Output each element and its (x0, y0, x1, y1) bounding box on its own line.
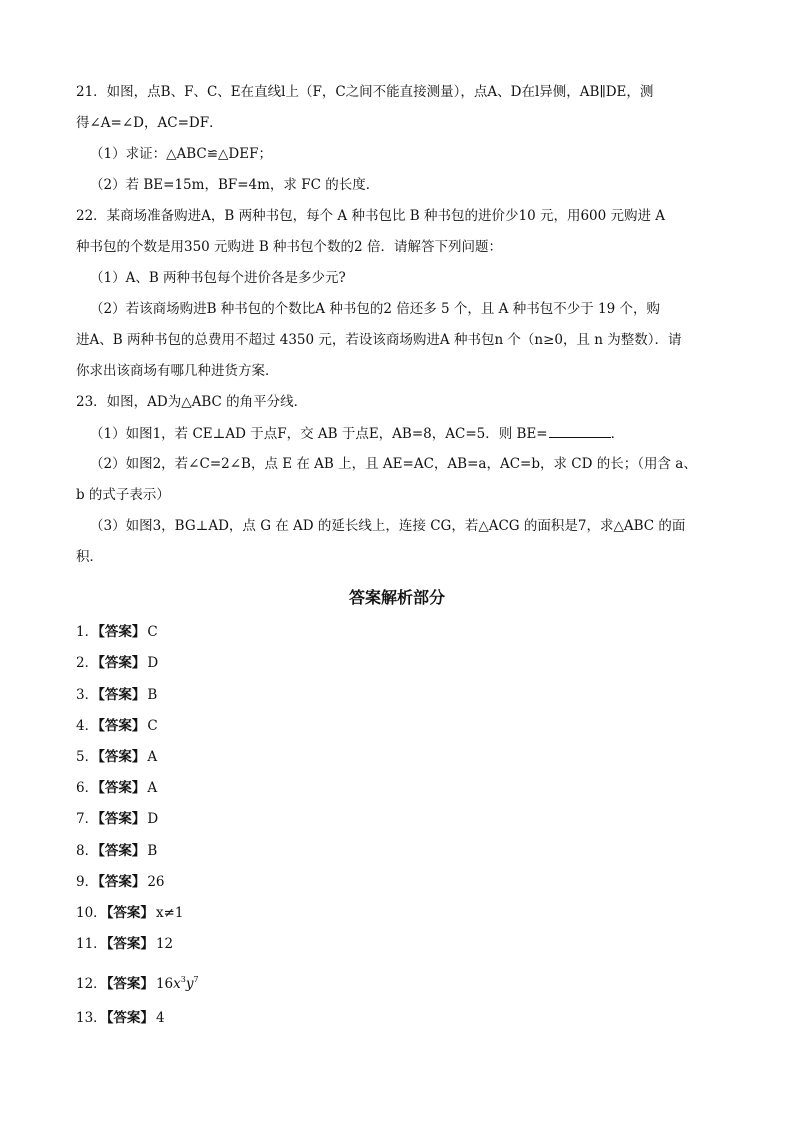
q22-part2-line1: （2）若该商场购进B 种书包的个数比A 种书包的2 倍还多 5 个，且 A 种书包不少于 19 个，购 (90, 301, 660, 317)
q21-part1: （1）求证：△ABC≌△DEF； (90, 146, 272, 162)
answer-item: 6．【答案】 A (76, 780, 158, 796)
q23-part1 (90, 423, 740, 444)
answer-item: 11．【答案】 12 (76, 936, 174, 952)
q21-line2: 得∠A=∠D，AC=DF． (76, 115, 223, 131)
answer-item: 1．【答案】 C (76, 624, 158, 640)
q23-line1: 23．如图，AD为△ABC 的角平分线． (76, 394, 308, 410)
q23-part3-line2: 积． (76, 549, 103, 565)
q23-part3-line1: （3）如图3，BG⊥AD，点 G 在 AD 的延长线上，连接 CG，若△ACG 的面积是7，求△ABC 的面 (90, 518, 686, 534)
q22-line2: 种书包的个数是用350 元购进 B 种书包个数的2 倍．请解答下列问题： (76, 239, 502, 255)
q22-line1: 22．某商场准备购进A，B 两种书包，每个 A 种书包比 B 种书包的进价少10 元，用600 元购进 A (76, 208, 666, 224)
q21-line1: 21．如图，点B、F、C、E在直线l上（F，C之间不能直接测量），点A、D在l异侧，AB∥DE，测 (76, 84, 654, 100)
q22-part2-line3: 你求出该商场有哪几种进货方案． (76, 363, 279, 379)
q23-part1-end: ． (610, 426, 625, 442)
q22-part1: （1）A、B 两种书包每个进价各是多少元? (90, 270, 346, 286)
answer-item: 10．【答案】 x≠1 (76, 905, 184, 921)
answer-blank (549, 423, 611, 438)
answer-item: 9．【答案】 26 (76, 874, 165, 890)
q21-part2: （2）若 BE=15m，BF=4m，求 FC 的长度． (90, 177, 380, 193)
answer-item: 12．【答案】 $16x^3y^7$ (76, 975, 199, 992)
q23-part1-text: （1）如图1，若 CE⊥AD 于点F，交 AB 于点E，AB=8，AC=5．则 BE= (90, 426, 548, 442)
answer-item: 4．【答案】 C (76, 718, 158, 734)
math-expression: $16x^3y^7$ (155, 975, 199, 992)
answer-item: 8．【答案】 B (76, 843, 158, 859)
section-title: 答案解析部分 (348, 588, 445, 607)
q23-part2-line1: （2）如图2，若∠C=2∠B，点 E 在 AB 上，且 AE=AC，AB=a，AC=b，求 CD 的长；（用含 a、 (90, 456, 697, 472)
answer-item: 5．【答案】 A (76, 749, 158, 765)
answer-item: 13．【答案】 4 (76, 1010, 165, 1026)
answer-item: 2．【答案】 D (76, 655, 159, 671)
q23-part2-line2: b 的式子表示） (76, 487, 170, 503)
answer-item: 7．【答案】 D (76, 811, 159, 827)
answer-item: 3．【答案】 B (76, 687, 158, 703)
q22-part2-line2: 进A、B 两种书包的总费用不超过 4350 元，若设该商场购进A 种书包n 个（n≥0，且 n 为整数）．请 (76, 332, 682, 348)
